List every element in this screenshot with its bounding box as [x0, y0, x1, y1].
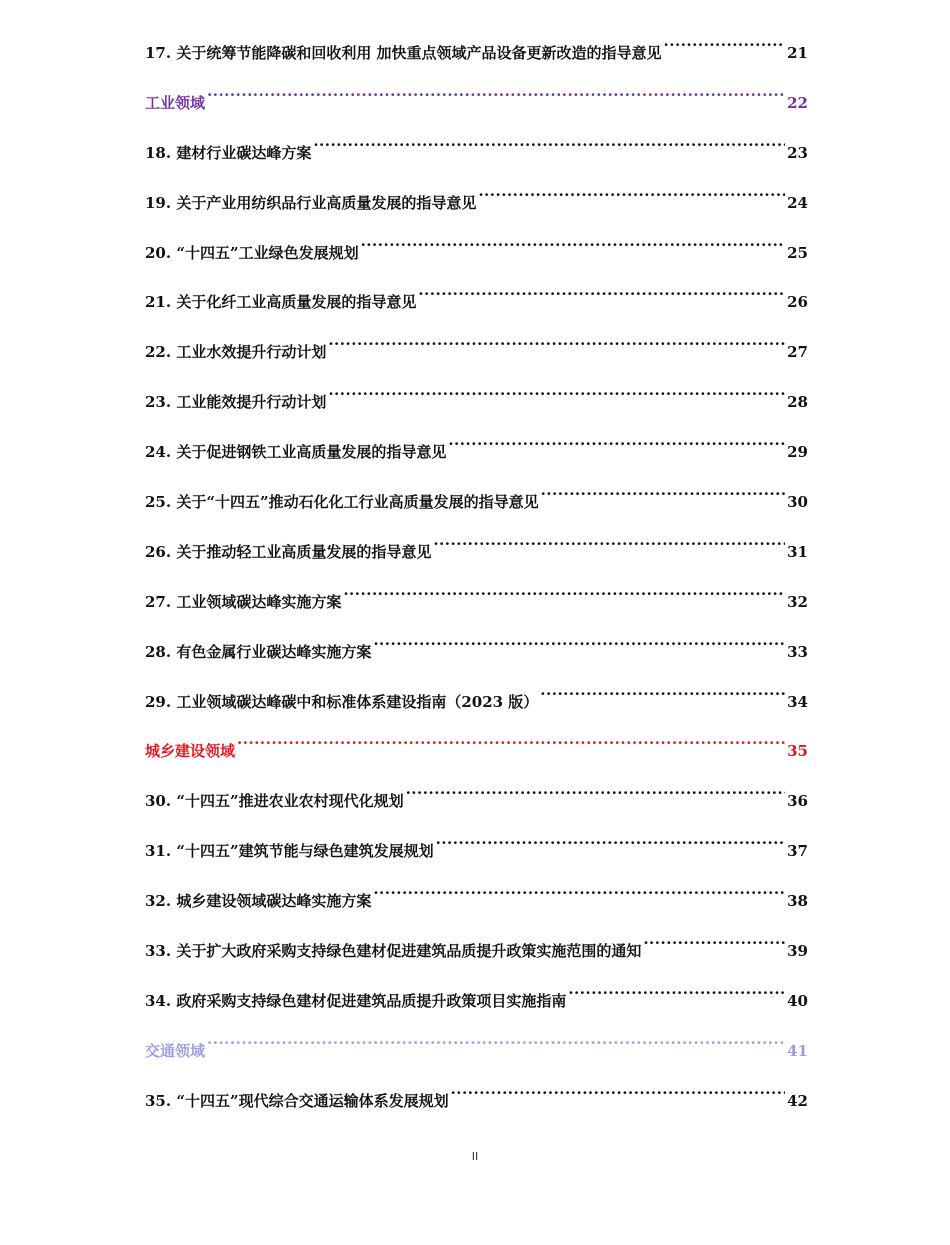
toc-page-number: 30	[787, 493, 808, 512]
toc-title: 31. “十四五”建筑节能与绿色建筑发展规划	[145, 842, 434, 861]
toc-entry[interactable]	[145, 124, 808, 174]
toc-title: 24. 关于促进钢铁工业高质量发展的指导意见	[145, 443, 447, 462]
toc-page-number: 31	[787, 542, 808, 561]
toc-leader-dots	[568, 972, 785, 1006]
toc-leader-dots	[373, 623, 785, 657]
toc-entry[interactable]	[145, 423, 808, 473]
toc-title: 交通领域	[145, 1041, 206, 1060]
table-of-contents	[145, 24, 808, 1122]
toc-page-number: 27	[787, 343, 808, 362]
toc-title: 34. 政府采购支持绿色建材促进建筑品质提升政策项目实施指南	[145, 991, 567, 1010]
toc-title: 工业领域	[145, 93, 206, 112]
toc-page-number: 32	[787, 592, 808, 611]
toc-entry[interactable]	[145, 24, 808, 74]
toc-entry[interactable]	[145, 373, 808, 423]
page-number-footer: II	[471, 1150, 479, 1163]
toc-title: 18. 建材行业碳达峰方案	[145, 143, 312, 162]
toc-page-number: 29	[787, 443, 808, 462]
toc-page-number: 33	[787, 642, 808, 661]
toc-leader-dots	[237, 722, 785, 756]
toc-leader-dots	[313, 124, 785, 158]
toc-entry[interactable]	[145, 772, 808, 822]
toc-title: 26. 关于推动轻工业高质量发展的指导意见	[145, 542, 432, 561]
toc-page-number: 35	[787, 742, 808, 761]
toc-title: 30. “十四五”推进农业农村现代化规划	[145, 792, 404, 811]
toc-leader-dots	[540, 673, 785, 707]
toc-page-number: 40	[787, 991, 808, 1010]
toc-title: 城乡建设领域	[145, 742, 236, 761]
toc-entry[interactable]	[145, 1072, 808, 1122]
toc-page-number: 34	[787, 692, 808, 711]
toc-page-number: 26	[787, 293, 808, 312]
toc-section-heading[interactable]	[145, 722, 808, 772]
toc-section-heading[interactable]	[145, 1022, 808, 1072]
toc-leader-dots	[328, 373, 785, 407]
toc-title: 19. 关于产业用纺织品行业高质量发展的指导意见	[145, 193, 477, 212]
toc-entry[interactable]	[145, 972, 808, 1022]
toc-entry[interactable]	[145, 224, 808, 274]
toc-title: 29. 工业领域碳达峰碳中和标准体系建设指南（2023 版）	[145, 692, 539, 711]
toc-page-number: 36	[787, 792, 808, 811]
toc-title: 17. 关于统筹节能降碳和回收利用 加快重点领域产品设备更新改造的指导意见	[145, 44, 662, 62]
toc-entry[interactable]	[145, 673, 808, 723]
toc-entry[interactable]	[145, 523, 808, 573]
toc-entry[interactable]	[145, 623, 808, 673]
toc-leader-dots	[418, 273, 785, 307]
toc-section-heading[interactable]	[145, 74, 808, 124]
toc-title: 20. “十四五”工业绿色发展规划	[145, 243, 359, 262]
toc-title: 32. 城乡建设领域碳达峰实施方案	[145, 892, 372, 911]
toc-leader-dots	[328, 323, 785, 357]
toc-page-number: 25	[787, 243, 808, 262]
toc-title: 28. 有色金属行业碳达峰实施方案	[145, 642, 372, 661]
toc-entry[interactable]	[145, 573, 808, 623]
toc-leader-dots	[406, 772, 786, 806]
toc-leader-dots	[664, 24, 786, 58]
toc-leader-dots	[541, 473, 786, 507]
toc-entry[interactable]	[145, 922, 808, 972]
toc-leader-dots	[343, 573, 785, 607]
toc-page-number: 41	[787, 1041, 808, 1060]
toc-page-number: 23	[787, 143, 808, 162]
toc-page-number: 28	[787, 393, 808, 412]
toc-leader-dots	[207, 1022, 785, 1056]
toc-page-number: 39	[787, 942, 808, 961]
toc-leader-dots	[207, 74, 785, 108]
toc-page-number: 38	[787, 892, 808, 911]
toc-leader-dots	[373, 872, 785, 906]
toc-leader-dots	[361, 224, 786, 258]
toc-title: 27. 工业领域碳达峰实施方案	[145, 592, 342, 611]
toc-page-number: 22	[787, 93, 808, 112]
toc-title: 35. “十四五”现代综合交通运输体系发展规划	[145, 1091, 449, 1110]
toc-entry[interactable]	[145, 323, 808, 373]
toc-leader-dots	[451, 1072, 786, 1106]
toc-leader-dots	[643, 922, 785, 956]
toc-title: 22. 工业水效提升行动计划	[145, 343, 327, 362]
toc-entry[interactable]	[145, 473, 808, 523]
toc-entry[interactable]	[145, 273, 808, 323]
toc-leader-dots	[478, 174, 785, 208]
toc-leader-dots	[436, 822, 786, 856]
toc-entry[interactable]	[145, 872, 808, 922]
toc-page-number: 37	[787, 842, 808, 861]
toc-title: 21. 关于化纤工业高质量发展的指导意见	[145, 293, 417, 312]
toc-leader-dots	[433, 523, 785, 557]
toc-entry[interactable]	[145, 822, 808, 872]
toc-page-number: 24	[787, 193, 808, 212]
toc-leader-dots	[448, 423, 785, 457]
toc-title: 25. 关于“十四五”推动石化化工行业高质量发展的指导意见	[145, 493, 539, 512]
toc-entry[interactable]	[145, 174, 808, 224]
toc-page-number: 42	[787, 1091, 808, 1110]
toc-title: 23. 工业能效提升行动计划	[145, 393, 327, 412]
toc-page-number: 21	[787, 44, 808, 62]
toc-title: 33. 关于扩大政府采购支持绿色建材促进建筑品质提升政策实施范围的通知	[145, 942, 642, 961]
